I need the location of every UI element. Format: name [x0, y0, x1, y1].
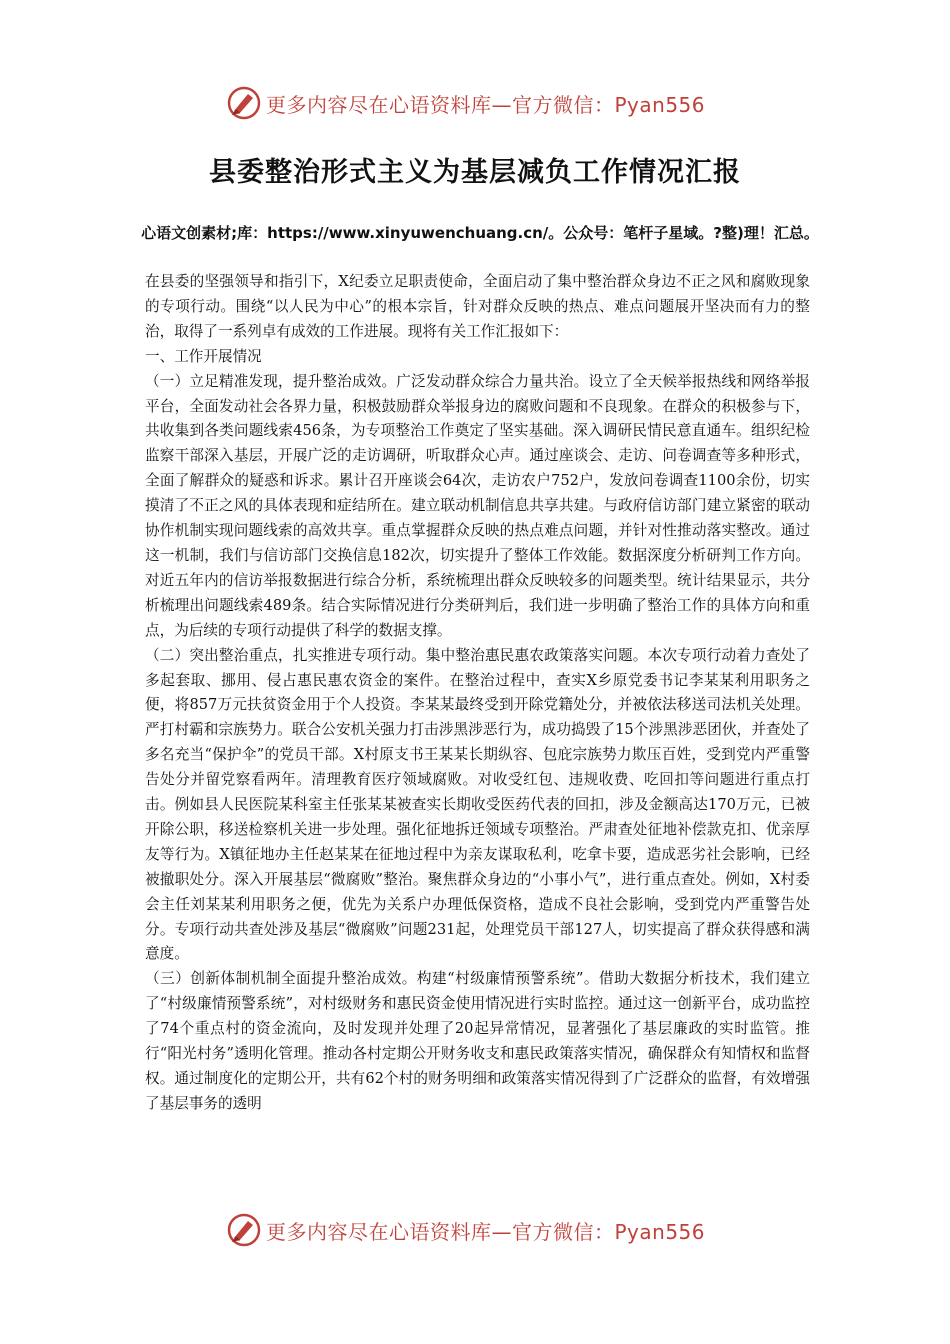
source-note: 心语文创素材;库：https://www.xinyuwenchuang.cn/。公众号：笔杆子星域。?整)理！汇总。 [141, 224, 819, 242]
document-title: 县委整治形式主义为基层减负工作情况汇报 [209, 157, 741, 188]
pen-circle-logo-icon [226, 1212, 262, 1248]
paragraph-section-1: （一）立足精准发现，提升整治成效。广泛发动群众综合力量共治。设立了全天候举报热线和网络举报平台，全面发动社会各界力量，积极鼓励群众举报身边的腐败问题和不良现象。在群众的积极参与下，共收集到各类问题线索456条，为专项整治工作奠定了坚实基础。深入调研民情民意直通车。组织纪检监察干部深入基层，开展广泛的走访调研，听取群众心声。通过座谈会、走访、问卷调查等多种形式，全面了解群众的疑惑和诉求。累计召开座谈会64次，走访农户752户，发放问卷调查1100余份，切实摸清了不正之风的具体表现和症结所在。建立联动机制信息共享共建。与政府信访部门建立紧密的联动协作机制实现问题线索的高效共享。重点掌握群众反映的热点难点问题，并针对性推动落实整改。通过这一机制，我们与信访部门交换信息182次，切实提升了整体工作效能。数据深度分析研判工作方向。对近五年内的信访举报数据进行综合分析，系统梳理出群众反映较多的问题类型。统计结果显示，共分析梳理出问题线索489条。结合实际情况进行分类研判后，我们进一步明确了整治工作的具体方向和重点，为后续的专项行动提供了科学的数据支撑。 [145, 372, 810, 639]
pen-circle-logo-icon [226, 85, 262, 121]
paragraph-intro: 在县委的坚强领导和指引下，X纪委立足职责使命，全面启动了集中整治群众身边不正之风和腐败现象的专项行动。围绕“以人民为中心”的根本宗旨，针对群众反映的热点、难点问题展开坚决而有力的整治，取得了一系列卓有成效的工作进展。现将有关工作汇报如下： [145, 273, 810, 340]
banner-text: 更多内容尽在心语资料库—官方微信：Pyan556 [266, 1220, 706, 1244]
banner-text: 更多内容尽在心语资料库—官方微信：Pyan556 [266, 93, 706, 117]
header-banner [0, 83, 950, 123]
footer-banner [0, 1210, 950, 1250]
section-heading: 一、工作开展情况 [145, 347, 262, 365]
paragraph-section-2: （二）突出整治重点，扎实推进专项行动。集中整治惠民惠农政策落实问题。本次专项行动着力查处了多起套取、挪用、侵占惠民惠农资金的案件。在整治过程中，查实X乡原党委书记李某某利用职务之便，将857万元扶贫资金用于个人投资。李某某最终受到开除党籍处分，并被依法移送司法机关处理。严打村霸和宗族势力。联合公安机关强力打击涉黑涉恶行为，成功捣毁了15个涉黑涉恶团伙，并查处了多名充当“保护伞”的党员干部。X村原支书王某某长期纵容、包庇宗族势力欺压百姓，受到党内严重警告处分并留党察看两年。清理教育医疗领域腐败。对收受红包、违规收费、吃回扣等问题进行重点打击。例如县人民医院某科室主任张某某被查实长期收受医药代表的回扣，涉及金额高达170万元，已被开除公职，移送检察机关进一步处理。强化征地拆迁领域专项整治。严肃查处征地补偿款克扣、优亲厚友等行为。X镇征地办主任赵某某在征地过程中为亲友谋取私利，吃拿卡要，造成恶劣社会影响，已经被撤职处分。深入开展基层“微腐败”整治。聚焦群众身边的“小事小气”，进行重点查处。例如，X村委会主任刘某某利用职务之便，优先为关系户办理低保资格，造成不良社会影响，受到党内严重警告处分。专项行动共查处涉及基层“微腐败”问题231起，处理党员干部127人，切实提高了群众获得感和满意度。 [145, 646, 810, 963]
paragraph-section-3: （三）创新体制机制全面提升整治成效。构建“村级廉情预警系统”。借助大数据分析技术，我们建立了“村级廉情预警系统”，对村级财务和惠民资金使用情况进行实时监控。通过这一创新平台，成功监控了74个重点村的资金流向，及时发现并处理了20起异常情况，显著强化了基层廉政的实时监管。推行“阳光村务”透明化管理。推动各村定期公开财务收支和惠民政策落实情况，确保群众有知情权和监督权。通过制度化的定期公开，共有62个村的财务明细和政策落实情况得到了广泛群众的监督，有效增强了基层事务的透明 [145, 970, 810, 1112]
document-body [145, 270, 810, 1117]
